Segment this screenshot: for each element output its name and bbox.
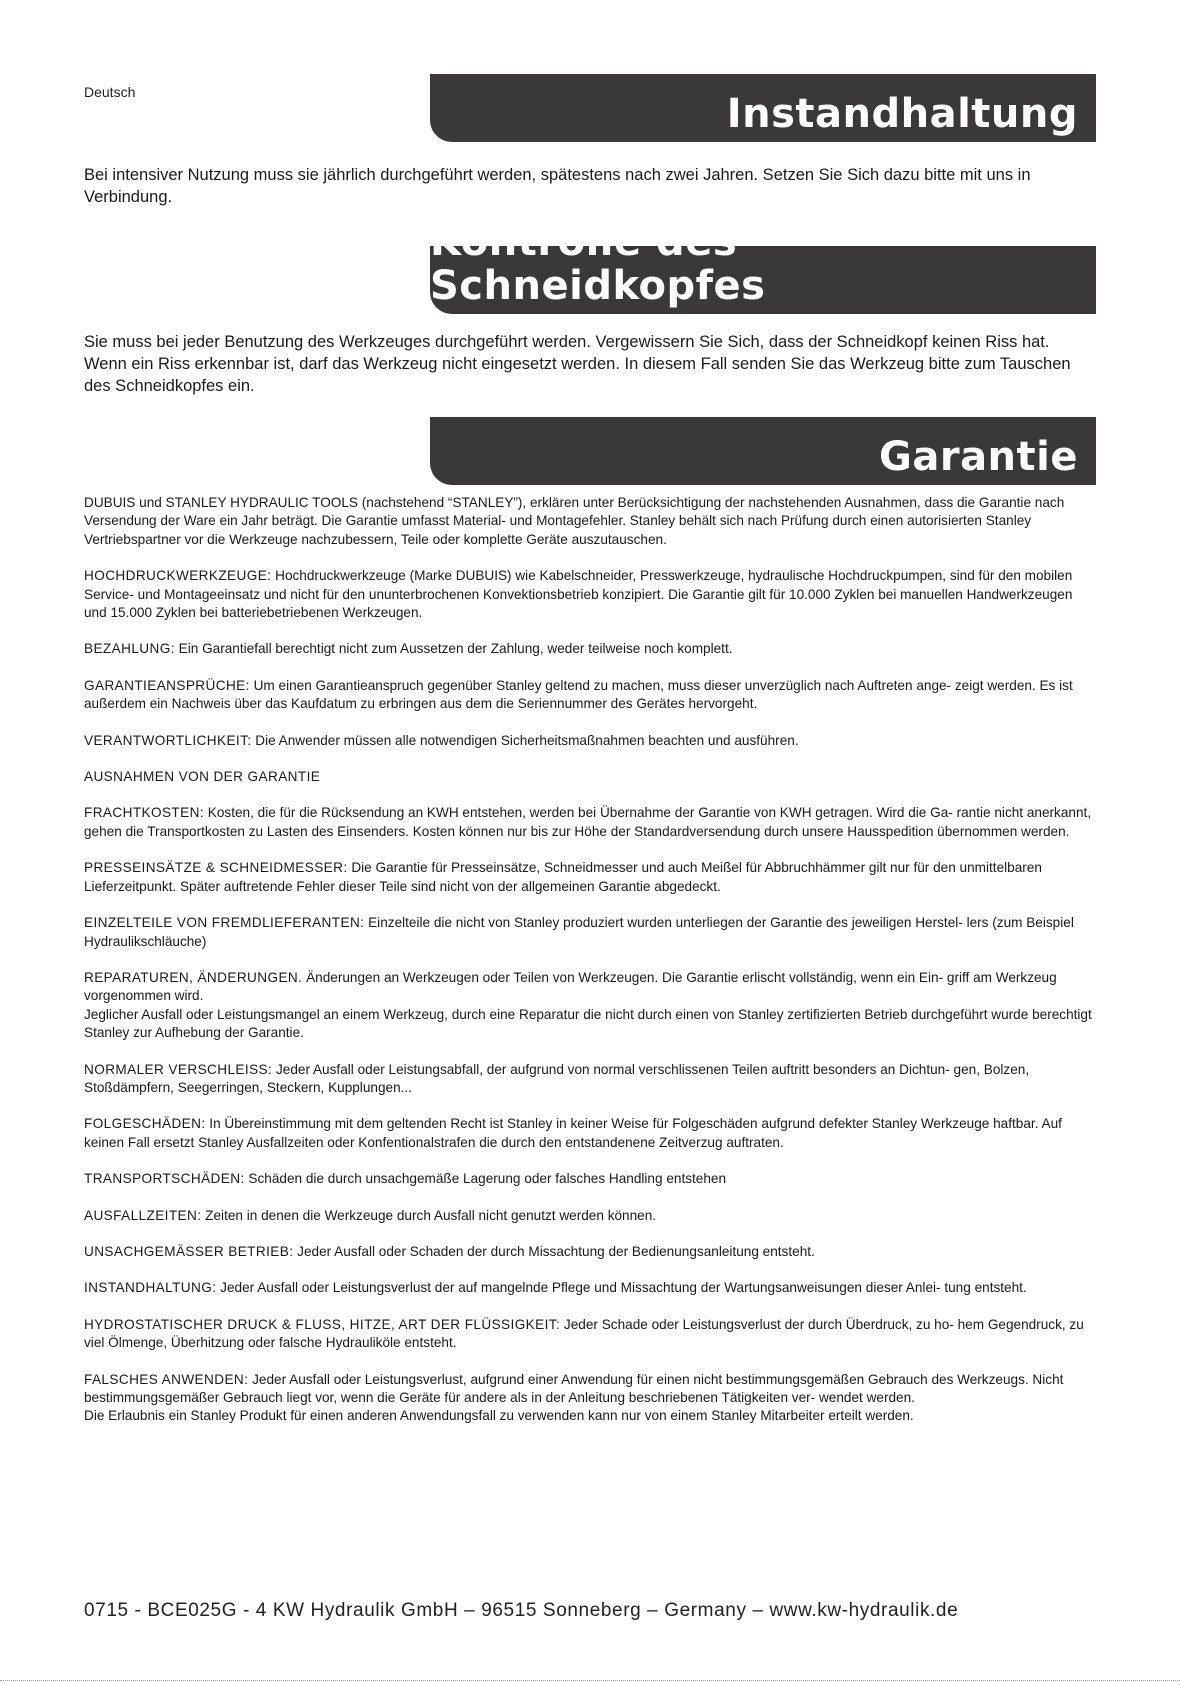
garantie-clause-bezahlung	[84, 640, 1096, 658]
garantie-clause-einzelteile	[84, 914, 1096, 951]
clause-text: In Übereinstimmung mit dem geltenden Recht ist Stanley in keiner Weise für Folgeschäden aufgrund defekter Stanley Werkzeuge haftbar. Auf keinen Fall ersetzt Stanley Ausfallzeiten oder Konfentionalstrafen die durch den entstandenene Zeitverzug auftraten.	[84, 1116, 1062, 1150]
clause-lead: GARANTIEANSPRÜCHE:	[84, 677, 250, 693]
clause-text: Ein Garantiefall berechtigt nicht zum Aussetzen der Zahlung, weder teilweise noch komplett.	[174, 641, 733, 657]
clause-text: Jeder Ausfall oder Schaden der durch Missachtung der Bedienungsanleitung entsteht.	[293, 1243, 815, 1259]
clause-text: Die Anwender müssen alle notwendigen Sicherheitsmaßnahmen beachten und ausführen.	[251, 732, 799, 748]
garantie-clause-ansprueche	[84, 677, 1096, 714]
bottom-dotted-divider	[0, 1680, 1180, 1681]
clause-lead: NORMALER VERSCHLEISS:	[84, 1061, 273, 1077]
language-label: Deutsch	[84, 84, 136, 100]
page-footer: 0715 - BCE025G - 4 KW Hydraulik GmbH – 96515 Sonneberg – Germany – www.kw-hydraulik.de	[84, 1600, 959, 1621]
clause-text: Schäden die durch unsachgemäße Lagerung oder falsches Handling entstehen	[244, 1171, 727, 1187]
clause-text: Jeder Schade oder Leistungsverlust der durch Überdruck, zu ho- hem Gegendruck, zu viel Ölmenge, Überhitzung oder falsche Hydrauliköle entsteht.	[84, 1316, 1084, 1351]
section-banner-instandhaltung	[430, 74, 1096, 142]
clause-text: Die Garantie für Presseinsätze, Schneidmesser und auch Meißel für Abbruchhämmer gilt nur für den unmittelbaren Lieferzeitpunkt. Später auftretende Fehler dieser Teile sind nicht von der allgemeinen Garantie abgedeckt.	[84, 860, 1042, 894]
clause-lead: UNSACHGEMÄSSER BETRIEB:	[84, 1243, 294, 1259]
clause-lead: EINZELTEILE VON FREMDLIEFERANTEN:	[84, 915, 365, 931]
clause-lead: TRANSPORTSCHÄDEN:	[84, 1171, 245, 1187]
garantie-clause-reparaturen	[84, 969, 1096, 1043]
garantie-clause-frachtkosten	[84, 804, 1096, 841]
clause-text: Jeder Ausfall oder Leistungsabfall, der aufgrund von normal verschlissenen Teilen auftritt besonders an Dichtun- gen, Bolzen, Stoßdämpfern, Seegerringen, Steckern, Kupplungen...	[84, 1061, 1030, 1095]
clause-text-continued: Die Erlaubnis ein Stanley Produkt für einen anderen Anwendungsfall zu verwenden kann nur von einem Stanley Mitarbeiter erteilt werden.	[84, 1408, 914, 1424]
instandhaltung-text: Bei intensiver Nutzung muss sie jährlich durchgeführt werden, spätestens nach zwei Jahren. Setzen Sie Sich dazu bitte mit uns in Verbindung.	[84, 166, 1031, 206]
clause-text-continued: Jeglicher Ausfall oder Leistungsmangel an einem Werkzeug, durch eine Reparatur die nicht durch einen von Stanley zertifizierten Betrieb durchgeführt wurde berechtigt Stanley zur Aufhebung der Garantie.	[84, 1006, 1092, 1041]
garantie-clause-betrieb	[84, 1243, 1096, 1261]
clause-lead: VERANTWORTLICHKEIT:	[84, 732, 252, 748]
garantie-clause-ausfallzeiten	[84, 1207, 1096, 1225]
garantie-body	[84, 494, 1096, 1444]
ausnahmen-heading: AUSNAHMEN VON DER GARANTIE	[84, 769, 321, 785]
clause-lead: FALSCHES ANWENDEN:	[84, 1371, 249, 1387]
clause-text: Jeder Ausfall oder Leistungsverlust, aufgrund einer Anwendung für einen nicht bestimmungsgemäßen Gebrauch des Werkzeugs. Nicht bestimmungsgemäßer Gebrauch liegt vor, wenn die Geräte für andere als in der Anleitung beschriebenen Tätigkeiten ver- wendet werden.	[84, 1371, 1064, 1405]
clause-lead: BEZAHLUNG:	[84, 641, 175, 657]
clause-text: Jeder Ausfall oder Leistungsverlust der auf mangelnde Pflege und Missachtung der Wartungsanweisungen dieser Anlei- tung entsteht.	[216, 1280, 1027, 1296]
clause-lead: FOLGESCHÄDEN:	[84, 1116, 206, 1132]
garantie-clause-transport	[84, 1170, 1096, 1188]
clause-text: Einzelteile die nicht von Stanley produziert wurden unterliegen der Garantie des jeweiligen Herstel- lers (zum Beispiel Hydraulikschläuche)	[84, 915, 1074, 949]
garantie-clause-hydrostatisch	[84, 1316, 1096, 1353]
clause-lead: HYDROSTATISCHER DRUCK & FLUSS, HITZE, ART DER FLÜSSIGKEIT:	[84, 1316, 561, 1332]
garantie-clause-hochdruck	[84, 567, 1096, 622]
clause-lead: REPARATUREN, ÄNDERUNGEN.	[84, 969, 303, 985]
garantie-clause-verschleiss	[84, 1061, 1096, 1098]
clause-text: Änderungen an Werkzeugen oder Teilen von Werkzeugen. Die Garantie erlischt vollständig, wenn ein Ein- griff am Werkzeug vorgenommen wird.	[84, 969, 1057, 1004]
clause-lead: AUSFALLZEITEN:	[84, 1207, 202, 1223]
section-title-garantie: Garantie	[879, 434, 1078, 480]
clause-text: Um einen Garantieanspruch gegenüber Stanley geltend zu machen, muss dieser unverzüglich nach Auftreten ange- zeigt werden. Es ist außerdem ein Nachweis über das Kaufdatum zu erbringen aus dem die Seriennummer des Gerätes hervorgeht.	[84, 677, 1073, 712]
clause-text: Hochdruckwerkzeuge (Marke DUBUIS) wie Kabelschneider, Presswerkzeuge, hydraulische Hochdruckpumpen, sind für den mobilen Service- und Montageeinsatz und nicht für den ununterbrochenen Konvektionsbetrieb konzipiert. Die Garantie gilt für 10.000 Zyklen bei manuellen Handwerkzeugen und 15.000 Zyklen bei batteriebetriebenen Werkzeugen.	[84, 568, 1073, 621]
garantie-clause-verantwortlichkeit	[84, 732, 1096, 750]
section-title-instandhaltung: Instandhaltung	[726, 91, 1078, 137]
clause-text: Zeiten in denen die Werkzeuge durch Ausfall nicht genutzt werden können.	[201, 1207, 657, 1223]
section-banner-garantie	[430, 417, 1096, 485]
section-title-kontrolle: Kontrolle des Schneidkopfes	[430, 219, 766, 309]
clause-text: Kosten, die für die Rücksendung an KWH entstehen, werden bei Übernahme der Garantie von KWH getragen. Wird die Ga- rantie nicht anerkannt, gehen die Transportkosten zu Lasten des Einsenders. Kosten können nur bis zur Höhe der Standardversendung durch unsere Hausspedition übernommen werden.	[84, 805, 1092, 839]
clause-lead: PRESSEINSÄTZE & SCHNEIDMESSER:	[84, 860, 348, 876]
garantie-clause-falsches-anwenden	[84, 1371, 1096, 1426]
garantie-intro: DUBUIS und STANLEY HYDRAULIC TOOLS (nachstehend “STANLEY”), erklären unter Berücksichtigung der nachstehenden Ausnahmen, dass die Garantie nach Versendung der Ware ein Jahr beträgt. Die Garantie umfasst Material- und Montagefehler. Stanley behält sich nach Prüfung durch einen autorisierten Stanley Vertriebspartner vor die Werkzeuge nachzubessern, Teile oder komplette Geräte auszutauschen.	[84, 495, 1065, 547]
kontrolle-text: Sie muss bei jeder Benutzung des Werkzeuges durchgeführt werden. Vergewissern Sie Sich, dass der Schneidkopf keinen Riss hat. Wenn ein Riss erkennbar ist, darf das Werkzeug nicht eingesetzt werden. In diesem Fall senden Sie das Werkzeug bitte zum Tauschen des Schneidkopfes ein.	[84, 333, 1071, 395]
garantie-clause-instandhaltung	[84, 1279, 1096, 1297]
garantie-clause-presseinsaetze	[84, 859, 1096, 896]
clause-lead: INSTANDHALTUNG:	[84, 1280, 217, 1296]
garantie-clause-folgeschaeden	[84, 1115, 1096, 1152]
clause-lead: FRACHTKOSTEN:	[84, 805, 204, 821]
clause-lead: HOCHDRUCKWERKZEUGE:	[84, 568, 272, 584]
section-banner-kontrolle	[430, 219, 1096, 314]
